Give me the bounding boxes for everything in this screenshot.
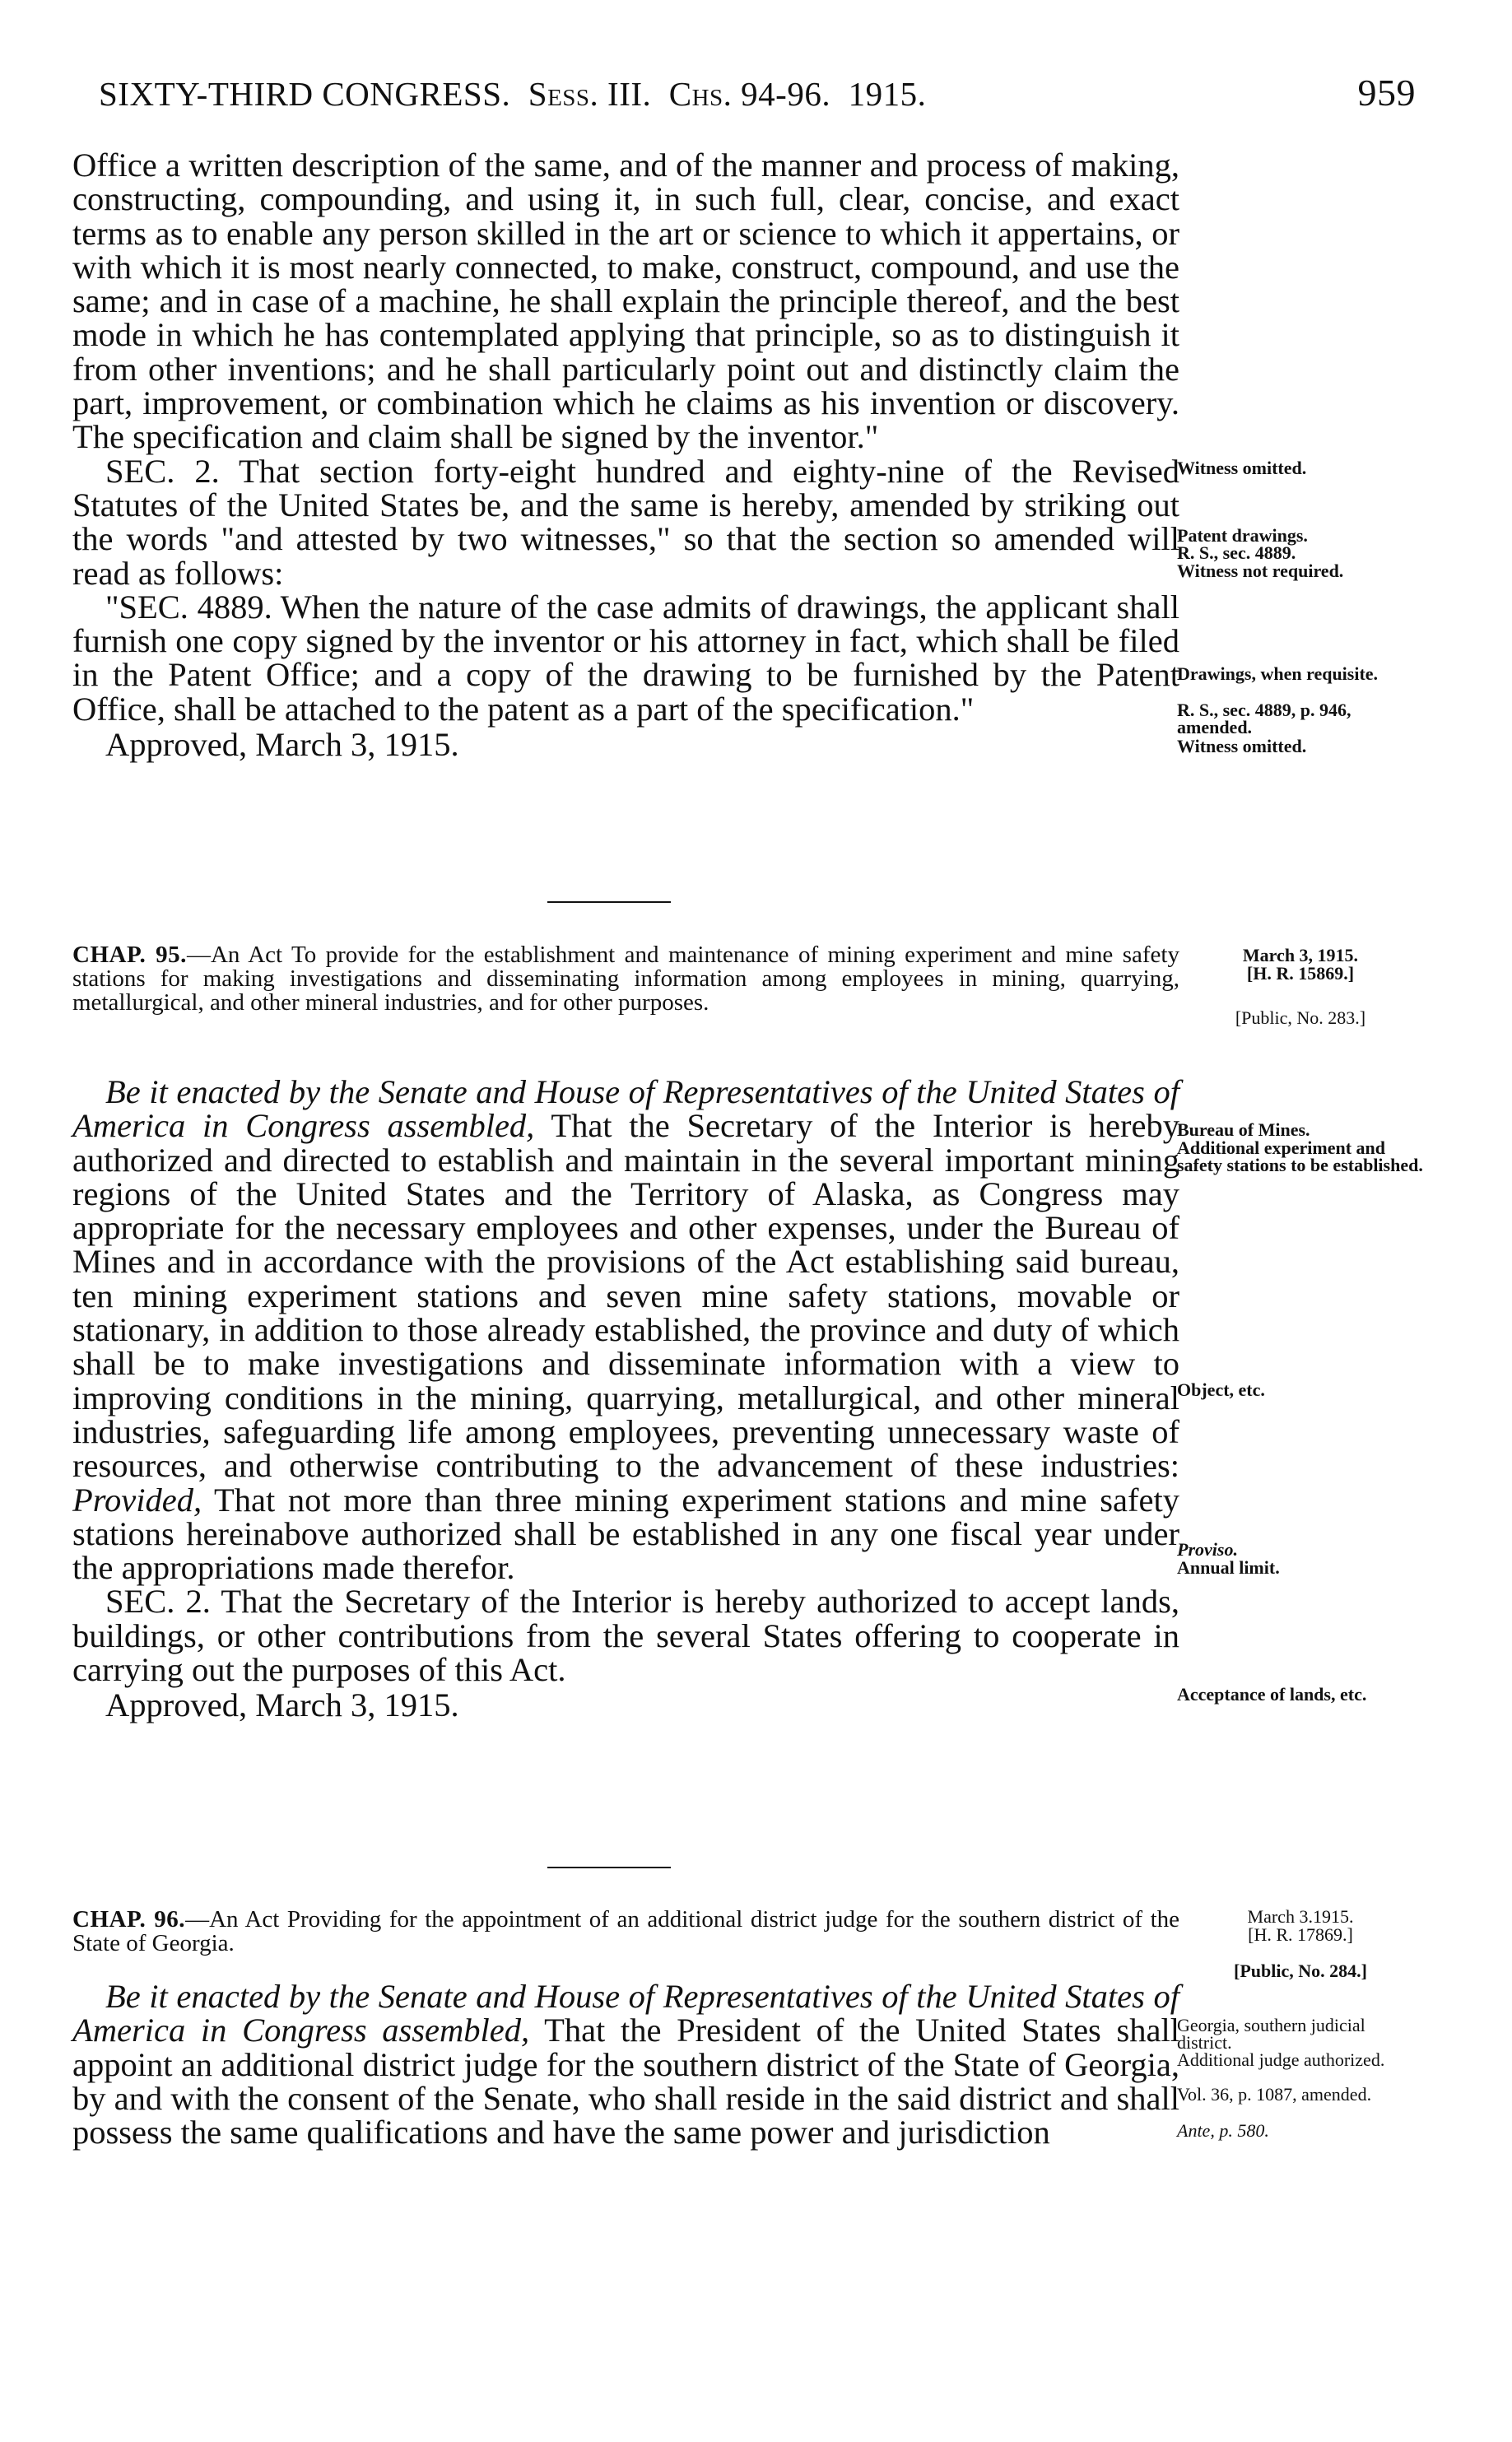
margin-note-chap96-date: March 3.1915.: [1247, 1906, 1354, 1927]
chap95-section-1: [72, 1073, 1179, 1587]
margin-note-acceptance-of-lands: Acceptance of lands, etc.: [1177, 1684, 1367, 1705]
chapter96-body: [72, 1979, 1179, 2149]
chap96-enacting-clause: Be it enacted by the Senate and House of Representatives of the United States of America in Congress assembled,: [72, 1978, 1179, 2049]
page-number: 959: [1357, 72, 1416, 114]
section-divider-2: [547, 1867, 671, 1868]
chap96-section-1: [72, 1979, 1179, 2149]
margin-note-rs-amended: R. S., sec. 4889, p. 946, amended.: [1177, 700, 1351, 737]
margin-note-georgia-district: Georgia, southern judicial district.: [1177, 2015, 1365, 2053]
margin-note-object: Object, etc.: [1177, 1379, 1265, 1400]
chapter96-heading: [72, 1908, 1179, 1956]
margin-note-chap96-public-law: [Public, No. 284.]: [1234, 1961, 1367, 1981]
margin-note-rs-4889: R. S., sec. 4889.: [1177, 542, 1296, 563]
margin-note-bureau-of-mines: Bureau of Mines.: [1177, 1119, 1310, 1140]
chap95-enacting-clause: Be it enacted by the Senate and House of Representatives of the United States of America in Congress assembled,: [72, 1073, 1179, 1145]
margin-note-proviso: Proviso.: [1177, 1539, 1238, 1560]
margin-note-annual-limit: Annual limit.: [1177, 1557, 1280, 1578]
paragraph-section-2: SEC. 2. That section forty-eight hundred and eighty-nine of the Revised Statutes of the United States be, and the same is hereby, amended by striking out the words "and attested by two witnesses," so that the section so amended will read as follows:: [72, 452, 1179, 592]
chap95-label: CHAP. 95.: [72, 942, 187, 968]
margin-note-chap95-bill: [H. R. 15869.]: [1246, 963, 1355, 984]
chap95-section-1-text: That the Secretary of the Interior is hereby authorized and directed to establish and maintain in the several important mining regions of the United States and the Territory of Alaska, as Congress may appropriate for the necessary employees and other expenses, under the Bureau of Mines and in accordance with the provisions of the Act establishing said bureau, ten mining experiment stations and seven mine safety stations, movable or stationary, in addition to those already established, the province and duty of which shall be to make investigations and disseminate information with a view to improving conditions in the mining, quarrying, metallurgical, and other mineral industries, safeguarding life among employees, preventing unnecessary waste of resources, and otherwise contributing to the advancement of these industries:: [72, 1107, 1179, 1485]
margin-note-additional-judge: Additional judge authorized.: [1177, 2049, 1385, 2070]
year-label: 1915.: [848, 75, 927, 113]
chapters-label: Chs. 94-96.: [668, 75, 831, 113]
margin-note-witness-omitted: Witness omitted.: [1177, 458, 1307, 478]
margin-note-chap95-public-law: [Public, No. 283.]: [1235, 1007, 1366, 1028]
paragraph-specification: Office a written description of the same, and of the manner and process of making, constructing, compounding, and using it, in such full, clear, concise, and exact terms as to enable any person skilled in the art or science to which it appertains, or with which it is most nearly connected, to make, construct, compound, and use the same; and in case of a machine, he shall explain the principle thereof, and the best mode in which he has contemplated applying that principle, so as to distinguish it from other inventions; and he shall particularly point out and distinctly claim the part, improvement, or combination which he claims as his invention or discovery. The specification and claim shall be signed by the inventor.": [72, 147, 1179, 456]
margin-note-witness-not-required: Witness not required.: [1177, 560, 1344, 581]
margin-note-witness-omitted-2: Witness omitted.: [1177, 736, 1307, 756]
chap95-section-2: SEC. 2. That the Secretary of the Interior is hereby authorized to accept lands, buildings, or other contributions from the several States offering to cooperate in carrying out the purposes of this Act.: [72, 1583, 1179, 1689]
section-divider-1: [547, 901, 671, 903]
chap96-label: CHAP. 96.: [72, 1906, 186, 1933]
chapter95-body: [72, 1075, 1179, 1723]
running-head-text: [99, 74, 926, 114]
chap96-section-1-text: That the President of the United States shall appoint an additional district judge for the southern district of the State of Georgia, by and with the consent of the Senate, who shall reside in the said district and shall possess the same qualifications and have the same power and jurisdiction: [72, 2012, 1179, 2151]
chap95-title: —An Act To provide for the establishment and maintenance of mining experiment and mine safety stations for making investigations and disseminating information among employees in mining, quarrying, metallurgical, and other mineral industries, and for other purposes.: [72, 942, 1179, 1016]
running-head: [99, 74, 1416, 123]
margin-note-vol36: Vol. 36, p. 1087, amended.: [1177, 2084, 1372, 2105]
congress-title: SIXTY-THIRD CONGRESS.: [99, 75, 511, 113]
chap96-title: —An Act Providing for the appointment of an additional district judge for the southern district of the State of Georgia.: [72, 1906, 1180, 1956]
session-label: Sess. III.: [528, 75, 652, 113]
chap95-proviso-text: That not more than three mining experiment stations and mine safety stations hereinabove authorized shall be established in any one fiscal year under the appropriations made therefor.: [72, 1481, 1179, 1587]
margin-note-chap96-bill: [H. R. 17869.]: [1248, 1924, 1353, 1945]
approved-date-2: Approved, March 3, 1915.: [105, 1686, 459, 1724]
margin-note-drawings-requisite: Drawings, when requisite.: [1177, 663, 1379, 684]
approved-date-1: Approved, March 3, 1915.: [105, 726, 459, 764]
margin-note-additional-stations: Additional experiment and safety stations to be established.: [1177, 1137, 1423, 1175]
chapter95-heading: [72, 943, 1179, 1015]
chapter94-continuation: [72, 147, 1179, 764]
paragraph-section-4889: "SEC. 4889. When the nature of the case admits of drawings, the applicant shall furnish one copy signed by the inventor or his attorney in fact, which shall be filed in the Patent Office; and a copy of the drawing to be furnished by the Patent Office, shall be attached to the patent as a part of the specification.": [72, 588, 1179, 728]
margin-note-patent-drawings: Patent drawings.: [1177, 525, 1308, 546]
margin-note-chap95-date: March 3, 1915.: [1242, 945, 1359, 965]
chap95-provided: Provided,: [72, 1481, 202, 1519]
margin-note-ante: Ante, p. 580.: [1177, 2120, 1269, 2141]
